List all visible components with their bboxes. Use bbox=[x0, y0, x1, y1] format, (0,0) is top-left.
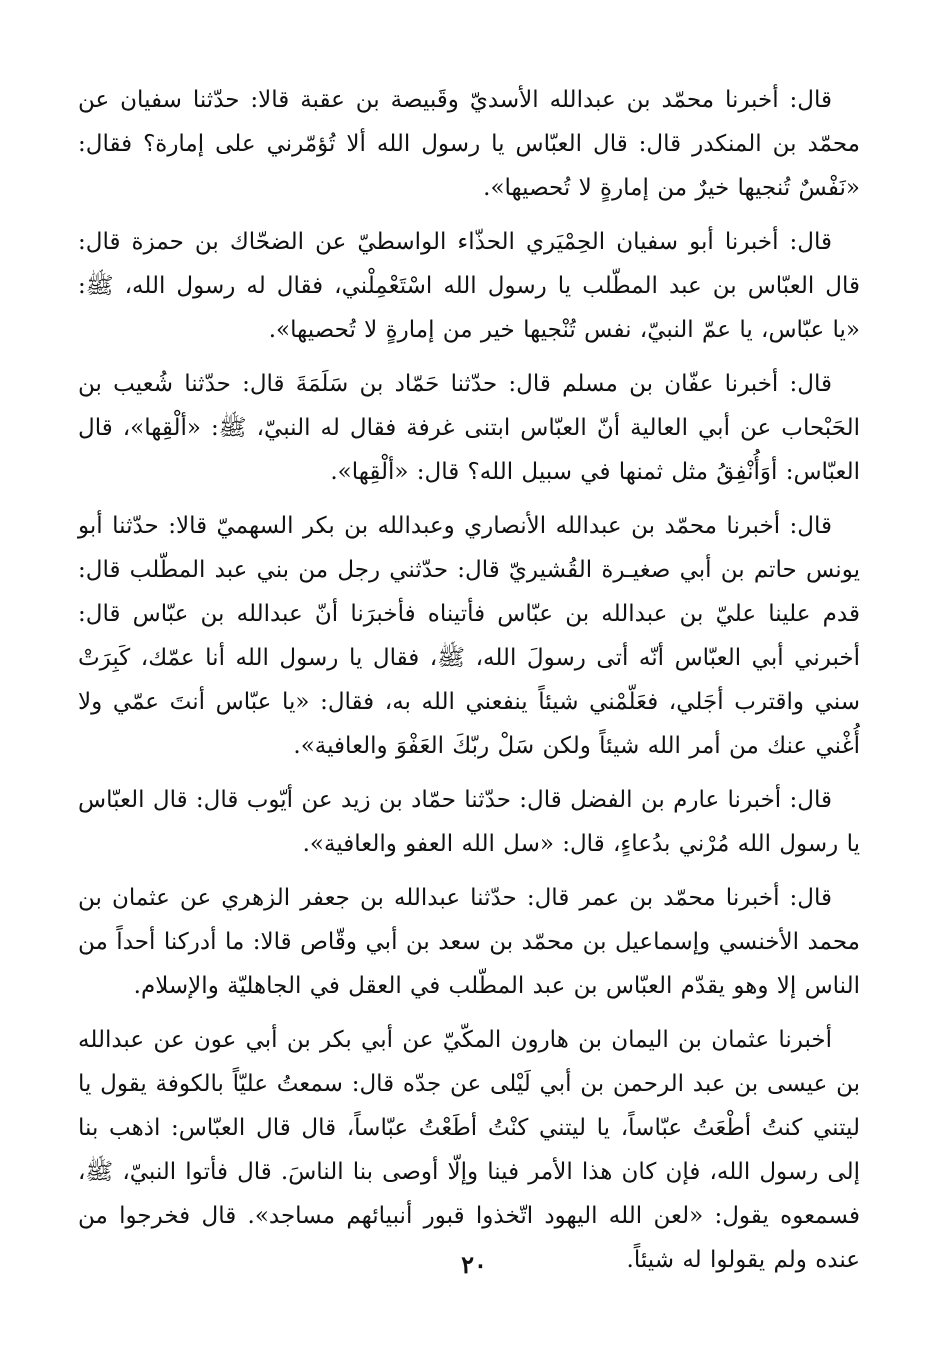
paragraph-1: قال: أخبرنا محمّد بن عبدالله الأسديّ وقَبيصة بن عقبة قالا: حدّثنا سفيان عن محمّد بن المنكدر قال: قال العبّاس يا رسول الله ألا تُؤمّرني على إمارة؟ فقال: «نَفْسٌ تُنجيها خيرٌ من إمارةٍ لا تُحصيها». bbox=[78, 87, 860, 201]
paragraph-6: قال: أخبرنا محمّد بن عمر قال: حدّثنا عبدالله بن جعفر الزهري عن عثمان بن محمد الأخنسي وإسماعيل بن محمّد بن سعد بن أبي وقّاص قالا: ما أدركنا أحداً من الناس إلا وهو يقدّم العبّاس بن عبد المطّلب في العقل في الجاهليّة والإسلام. bbox=[78, 885, 860, 999]
page-body bbox=[78, 78, 860, 1292]
paragraph-3: قال: أخبرنا عفّان بن مسلم قال: حدّثنا حَمّاد بن سَلَمَةَ قال: حدّثنا شُعيب بن الحَبْحاب عن أبي العالية أنّ العبّاس ابتنى غرفة فقال له النبيّ، ﷺ: «ألْقِها»، قال العبّاس: أوَأُنْفِقُ مثل ثمنها في سبيل الله؟ قال: «ألْقِها». bbox=[78, 371, 860, 485]
paragraph-7: أخبرنا عثمان بن اليمان بن هارون المكّيّ عن أبي بكر بن أبي عون عن عبدالله بن عيسى بن عبد الرحمن بن أبي لَيْلى عن جدّه قال: سمعتُ عليّاً بالكوفة يقول يا ليتني كنتُ أطْعَتُ عبّاساً، يا ليتني كنْتُ أطَعْتُ عبّاساً، قال قال العبّاس: اذهب بنا إلى رسول الله، فإن كان هذا الأمر فينا وإلّا أوصى بنا الناسَ. قال فأتوا النبيّ، ﷺ، فسمعوه يقول: «لعن الله اليهود اتّخذوا قبور أنبيائهم مساجد». قال فخرجوا من عنده ولم يقولوا له شيئاً. bbox=[78, 1027, 860, 1273]
paragraph-5: قال: أخبرنا عارم بن الفضل قال: حدّثنا حمّاد بن زيد عن أيّوب قال: قال العبّاس يا رسول الله مُرْني بدُعاءٍ، قال: «سل الله العفو والعافية». bbox=[78, 787, 860, 857]
paragraph-2: قال: أخبرنا أبو سفيان الحِمْيَري الحذّاء الواسطيّ عن الضحّاك بن حمزة قال: قال العبّاس بن عبد المطّلب يا رسول الله اسْتَعْمِلْني، فقال له رسول الله، ﷺ: «يا عبّاس، يا عمّ النبيّ، نفس تُنْجيها خير من إمارةٍ لا تُحصيها». bbox=[78, 229, 860, 343]
page-number: ٢٠ bbox=[461, 1250, 487, 1279]
paragraph-4: قال: أخبرنا محمّد بن عبدالله الأنصاري وعبدالله بن بكر السهميّ قالا: حدّثنا أبو يونس حاتم بن أبي صغيـرة القُشيريّ قال: حدّثني رجل من بني عبد المطّلب قال: قدم علينا عليّ بن عبدالله بن عبّاس فأتيناه فأخبرَنا أنّ عبدالله بن عبّاس قال: أخبرني أبي العبّاس أنّه أتى رسولَ الله، ﷺ، فقال يا رسول الله أنا عمّك، كَبِرَتْ سني واقترب أجَلي، فعَلّمْني شيئاً ينفعني الله به، فقال: «يا عبّاس أنتَ عمّي ولا أُغْني عنك من أمر الله شيئاً ولكن سَلْ ربّكَ العَفْوَ والعافية». bbox=[78, 513, 860, 759]
